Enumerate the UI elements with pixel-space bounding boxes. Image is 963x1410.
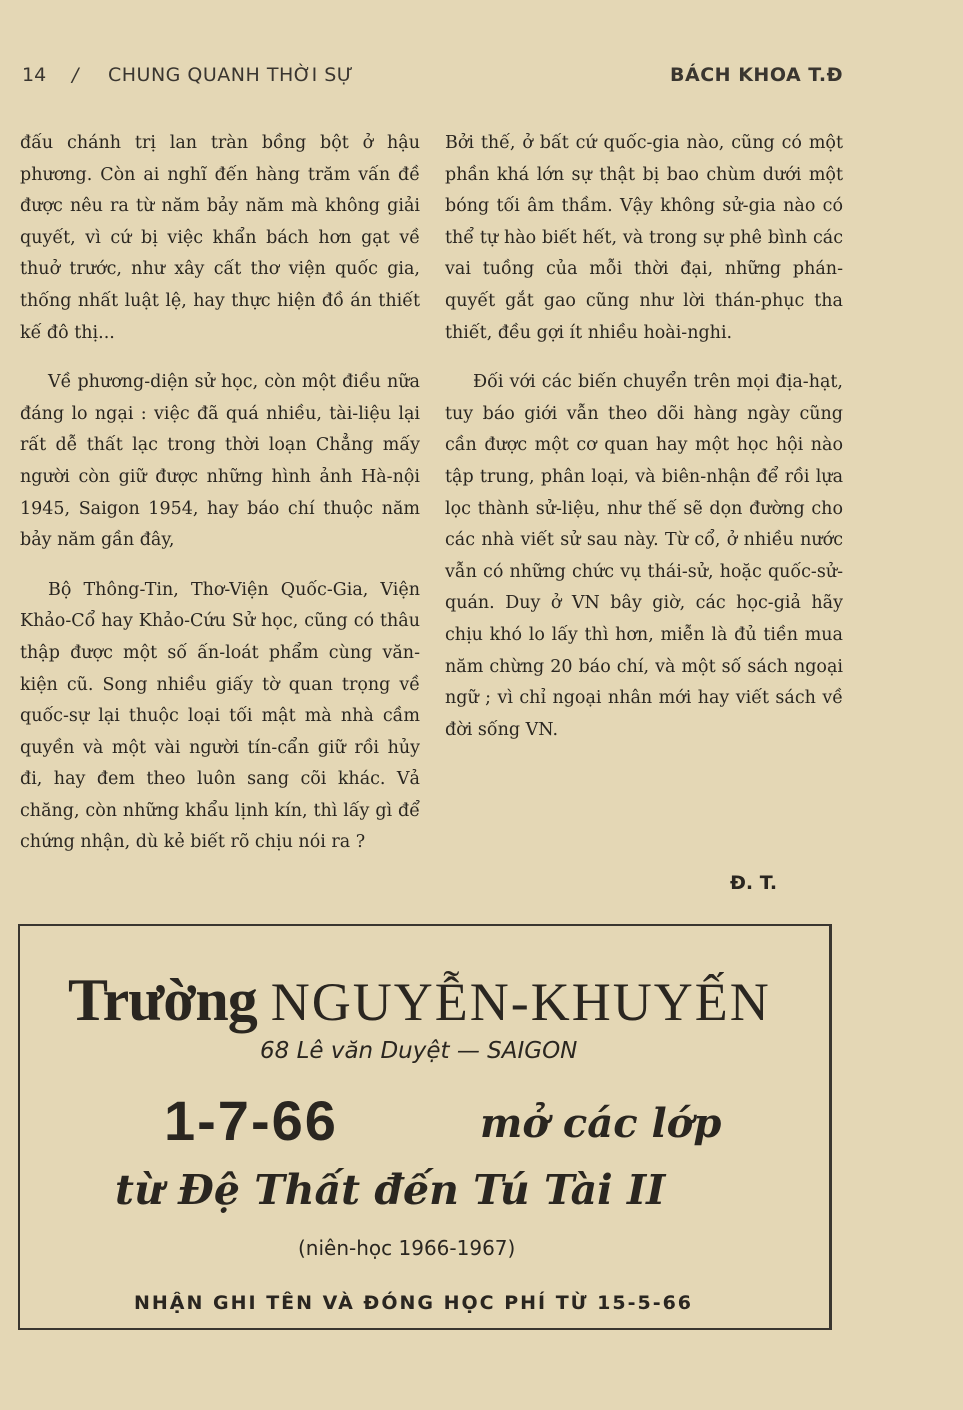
ad-class-range: từ Đệ Thất đến Tú Tài II	[115, 1166, 666, 1214]
section-title: CHUNG QUANH THỜI SỰ	[108, 64, 354, 86]
header-separator: /	[72, 64, 79, 86]
paragraph: đấu chánh trị lan tràn bồng bột ở hậu phương. Còn ai nghĩ đến hàng trăm vấn đề được nêu ra từ năm bảy năm mà không giải quyết, vì cứ bị việc khẩn bách hơn gạt về thuở trước, như xây cất thơ viện quốc gia, thống nhất luật lệ, hay thực hiện đồ án thiết kế đô thị...	[20, 133, 420, 343]
page-header	[22, 64, 843, 94]
ad-title-prefix: Trường	[68, 967, 257, 1033]
magazine-title: BÁCH KHOA T.Đ	[670, 64, 843, 86]
ad-title	[68, 966, 771, 1035]
paragraph: Bởi thế, ở bất cứ quốc-gia nào, cũng có một phần khá lớn sự thật bị bao chùm dưới một bóng tối âm thầm. Vậy không sử-gia nào có thể tự hào biết hết, và trong sự phê bình các vai tuồng của mỗi thời đại, những phán-quyết gắt gao cũng như lời thán-phục tha thiết, đều gợi ít nhiều hoài-nghi.	[445, 133, 843, 343]
ad-opening-date: 1-7-66	[164, 1089, 338, 1152]
ad-opening-text: mở các lớp	[480, 1100, 722, 1147]
paragraph: Bộ Thông-Tin, Thơ-Viện Quốc-Gia, Viện Khảo-Cổ hay Khảo-Cứu Sử học, cũng có thâu thập được một số ấn-loát phẩm cùng văn-kiện cũ. Song nhiều giấy tờ quan trọng về quốc-sự lại thuộc loại tối mật mà nhà cầm quyền và một vài người tín-cẩn giữ rồi hủy đi, hay đem theo luôn sang cõi khác. Vả chăng, còn những khẩu lịnh kín, thì lấy gì để chứng nhận, dù kẻ biết rõ chịu nói ra ?	[20, 579, 420, 853]
ad-school-year: (niên-học 1966-1967)	[298, 1236, 516, 1260]
paragraph: Đối với các biến chuyển trên mọi địa-hạt, tuy báo giới vẫn theo dõi hàng ngày cũng cần được một cơ quan hay một học hội nào tập trung, phân loại, và biên-nhận để rồi lựa lọc thành sử-liệu, như thế sẽ dọn đường cho các nhà viết sử sau này. Từ cổ, ở nhiều nước vẫn có những chức vụ thái-sử, hoặc quốc-sử-quán. Duy ở VN bây giờ, các học-giả hãy chịu khó lo lấy thì hơn, miễn là đủ tiền mua năm chừng 20 báo chí, và một số sách ngoại ngữ ; vì chỉ ngoại nhân mới hay viết sách về đời sống VN.	[445, 372, 843, 740]
ad-address: 68 Lê văn Duyệt — SAIGON	[260, 1038, 578, 1064]
author-signature: Đ. T.	[730, 872, 778, 894]
paragraph: Về phương-diện sử học, còn một điều nữa đáng lo ngại : việc đã quá nhiều, tài-liệu lại rất dễ thất lạc trong thời loạn Chẳng mấy người còn giữ được những hình ảnh Hà-nội 1945, Saigon 1954, hay báo chí thuộc năm bảy năm gần đây,	[20, 372, 420, 551]
left-column	[20, 128, 420, 877]
ad-enrollment: NHẬN GHI TÊN VÀ ĐÓNG HỌC PHÍ TỪ 15-5-66	[134, 1292, 694, 1314]
page-number: 14	[22, 64, 47, 86]
right-column	[445, 128, 843, 764]
ad-school-name: NGUYỄN-KHUYẾN	[270, 972, 771, 1032]
school-advertisement	[18, 924, 832, 1330]
